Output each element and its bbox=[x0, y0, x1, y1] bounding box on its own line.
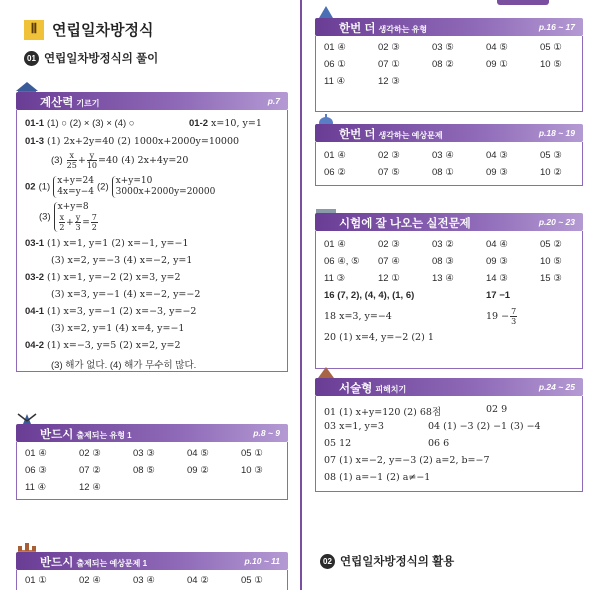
answer-line: 03 x=1, y=3 bbox=[324, 421, 384, 432]
answer-item: 05 ① bbox=[540, 42, 562, 53]
subsection-badge: 01 bbox=[24, 51, 39, 66]
answer-line: (3) x=3, y=−1 (4) x=−2, y=−2 bbox=[51, 289, 201, 300]
answer-item: 06 ① bbox=[324, 59, 346, 70]
answer-item: 01 ④ bbox=[324, 42, 346, 53]
section-panel bbox=[16, 442, 288, 500]
answer-line: 02 (1) x+y=24 4x=y−4 (2) x+y=10 3000x+2000y=20000 bbox=[25, 176, 216, 197]
page-ref: p.24 ~ 25 bbox=[538, 382, 575, 392]
subsection-header-2 bbox=[320, 553, 454, 569]
chapter-title: 연립일차방정식 bbox=[52, 22, 154, 39]
answer-item: 08 ① bbox=[432, 167, 454, 178]
answer-item: 05 ① bbox=[241, 575, 263, 586]
answer-item: 07 ④ bbox=[378, 256, 400, 267]
subsection-header bbox=[24, 50, 158, 66]
page-ref: p.10 ~ 11 bbox=[244, 556, 280, 566]
answer-item: 02 ③ bbox=[378, 42, 400, 53]
section-bar bbox=[16, 424, 288, 442]
answer-line: 16 (7, 2), (4, 4), (1, 6) bbox=[324, 290, 415, 301]
answer-item: 09 ① bbox=[486, 59, 508, 70]
answer-item: 13 ④ bbox=[432, 273, 454, 284]
answer-line: 20 (1) x=4, y=−2 (2) 1 bbox=[324, 332, 434, 343]
answer-line: (3) x=2, y=1 (4) x=4, y=−1 bbox=[51, 323, 185, 334]
page-ref: p.18 ~ 19 bbox=[538, 128, 575, 138]
answer-item: 01 ④ bbox=[324, 239, 346, 250]
section-bar bbox=[315, 124, 583, 142]
answer-item: 12 ③ bbox=[378, 76, 400, 87]
answer-item: 10 ⑤ bbox=[540, 59, 562, 70]
page-ref: p.20 ~ 23 bbox=[538, 217, 575, 227]
section-subtitle: 피해치기 bbox=[375, 385, 407, 394]
answer-line: 01-3 (1) 2x+2y=40 (2) 1000x+2000y=10000 bbox=[25, 136, 240, 147]
answer-item: 04 ② bbox=[187, 575, 209, 586]
answer-item: 09 ③ bbox=[486, 256, 508, 267]
section-bar bbox=[16, 552, 288, 570]
section-title: 한번 더 bbox=[339, 129, 376, 141]
answer-line: 08 (1) a=−1 (2) a≠−1 bbox=[324, 472, 431, 483]
page-ref: p.7 bbox=[267, 96, 280, 106]
section-panel bbox=[16, 570, 288, 590]
answer-line: 03-2 (1) x=1, y=−2 (2) x=3, y=2 bbox=[25, 272, 181, 283]
page-ref: p.16 ~ 17 bbox=[538, 22, 575, 32]
answer-item: 04 ④ bbox=[486, 239, 508, 250]
section-subtitle: 출제되는 예상문제 1 bbox=[76, 559, 148, 568]
answer-item: 01 ④ bbox=[324, 150, 346, 161]
answer-item: 05 ① bbox=[241, 448, 263, 459]
answer-item: 02 ③ bbox=[378, 239, 400, 250]
answer-item: 03 ② bbox=[432, 239, 454, 250]
answer-item: 08 ③ bbox=[432, 256, 454, 267]
chapter-number: Ⅱ bbox=[24, 20, 44, 40]
answer-line: 01 (1) x+y=120 (2) 68점 bbox=[324, 407, 442, 418]
answer-item: 03 ③ bbox=[133, 448, 155, 459]
answer-item: 07 ⑤ bbox=[378, 167, 400, 178]
section-bar bbox=[315, 213, 583, 231]
answer-line: (3) x+y=8 $\frac{x}{2}$ + $\frac{y}{3}$ = $\frac{7}{2}$ bbox=[39, 202, 97, 232]
section-title: 시험에 잘 나오는 실전문제 bbox=[339, 218, 471, 230]
top-tab bbox=[497, 0, 549, 5]
answer-item: 08 ② bbox=[432, 59, 454, 70]
answer-item: 11 ③ bbox=[324, 273, 346, 284]
section-title: 반드시 bbox=[40, 557, 74, 569]
section-bar bbox=[315, 18, 583, 36]
answer-line: (3) 해가 없다. (4) 해가 무수히 많다. bbox=[51, 360, 197, 371]
section-subtitle: 생각하는 유형 bbox=[378, 25, 428, 34]
page-ref: p.8 ~ 9 bbox=[253, 428, 280, 438]
answer-line: 04 (1) −3 (2) −1 (3) −4 bbox=[428, 421, 541, 432]
answer-item: 10 ② bbox=[540, 167, 562, 178]
answer-item: 10 ③ bbox=[241, 465, 263, 476]
answer-line: 02 9 bbox=[486, 404, 508, 415]
answer-item: 02 ④ bbox=[79, 575, 101, 586]
answer-item: 10 ⑤ bbox=[540, 256, 562, 267]
chapter-header bbox=[24, 19, 153, 40]
answer-item: 07 ① bbox=[378, 59, 400, 70]
section-title: 계산력 bbox=[40, 97, 74, 109]
answer-item: 01 ① bbox=[25, 575, 47, 586]
answer-item: 07 ② bbox=[79, 465, 101, 476]
answer-item: 03 ⑤ bbox=[432, 42, 454, 53]
answer-item: 03 ④ bbox=[133, 575, 155, 586]
answer-item: 03 ④ bbox=[432, 150, 454, 161]
section-panel bbox=[315, 142, 583, 186]
answer-item: 05 ② bbox=[540, 239, 562, 250]
section-subtitle: 생각하는 예상문제 bbox=[378, 131, 443, 140]
answer-item: 14 ③ bbox=[486, 273, 508, 284]
answer-line: 17 −1 bbox=[486, 290, 511, 301]
section-title: 한번 더 bbox=[339, 23, 376, 35]
answer-item: 05 ③ bbox=[540, 150, 562, 161]
answer-line: 07 (1) x=−2, y=−3 (2) a=2, b=−7 bbox=[324, 455, 490, 466]
section-title: 반드시 bbox=[40, 429, 74, 441]
section-panel bbox=[315, 36, 583, 112]
answer-item: 11 ④ bbox=[324, 76, 346, 87]
answer-item: 06 ④, ⑤ bbox=[324, 256, 360, 267]
answer-item: 04 ⑤ bbox=[187, 448, 209, 459]
answer-line: 18 x=3, y=−4 bbox=[324, 311, 392, 322]
answer-line: (3) $\frac{x}{25}$ + $\frac{y}{10}$ =40 (4) 2x+4y=20 bbox=[51, 151, 189, 170]
answer-item: 04 ⑤ bbox=[486, 42, 508, 53]
answer-item: 06 ③ bbox=[25, 465, 47, 476]
section-panel bbox=[16, 110, 288, 372]
answer-item: 04 ③ bbox=[486, 150, 508, 161]
column-divider bbox=[300, 0, 302, 590]
subsection-title: 연립일차방정식의 풀이 bbox=[44, 53, 159, 65]
answer-item: 15 ③ bbox=[540, 273, 562, 284]
answer-line: 01-2 x=10, y=1 bbox=[189, 118, 262, 129]
section-subtitle: 기르기 bbox=[76, 99, 100, 108]
answer-item: 09 ② bbox=[187, 465, 209, 476]
answer-line: 03-1 (1) x=1, y=1 (2) x=−1, y=−1 bbox=[25, 238, 189, 249]
answer-line: 06 6 bbox=[428, 438, 450, 449]
section-title: 서술형 bbox=[339, 383, 373, 395]
answer-item: 08 ⑤ bbox=[133, 465, 155, 476]
section-subtitle: 출제되는 유형 1 bbox=[76, 431, 132, 440]
answer-item: 12 ④ bbox=[79, 482, 101, 493]
answer-item: 02 ③ bbox=[79, 448, 101, 459]
answer-line: 19 − $\frac{7}{3}$ bbox=[486, 307, 517, 326]
answer-item: 11 ④ bbox=[25, 482, 47, 493]
answer-line: (3) x=2, y=−3 (4) x=−2, y=1 bbox=[51, 255, 193, 266]
answer-item: 09 ③ bbox=[486, 167, 508, 178]
section-panel bbox=[315, 396, 583, 492]
answer-item: 01 ④ bbox=[25, 448, 47, 459]
section-bar bbox=[315, 378, 583, 396]
answer-item: 12 ① bbox=[378, 273, 400, 284]
subsection-title: 연립일차방정식의 활용 bbox=[340, 556, 455, 568]
answer-line: 01-1 (1) ○ (2) × (3) × (4) ○ bbox=[25, 118, 135, 129]
answer-item: 06 ② bbox=[324, 167, 346, 178]
section-bar bbox=[16, 92, 288, 110]
answer-line: 04-2 (1) x=−3, y=5 (2) x=2, y=2 bbox=[25, 340, 181, 351]
subsection-badge: 02 bbox=[320, 554, 335, 569]
answer-item: 02 ③ bbox=[378, 150, 400, 161]
section-panel bbox=[315, 231, 583, 369]
answer-line: 05 12 bbox=[324, 438, 352, 449]
answer-line: 04-1 (1) x=3, y=−1 (2) x=−3, y=−2 bbox=[25, 306, 197, 317]
